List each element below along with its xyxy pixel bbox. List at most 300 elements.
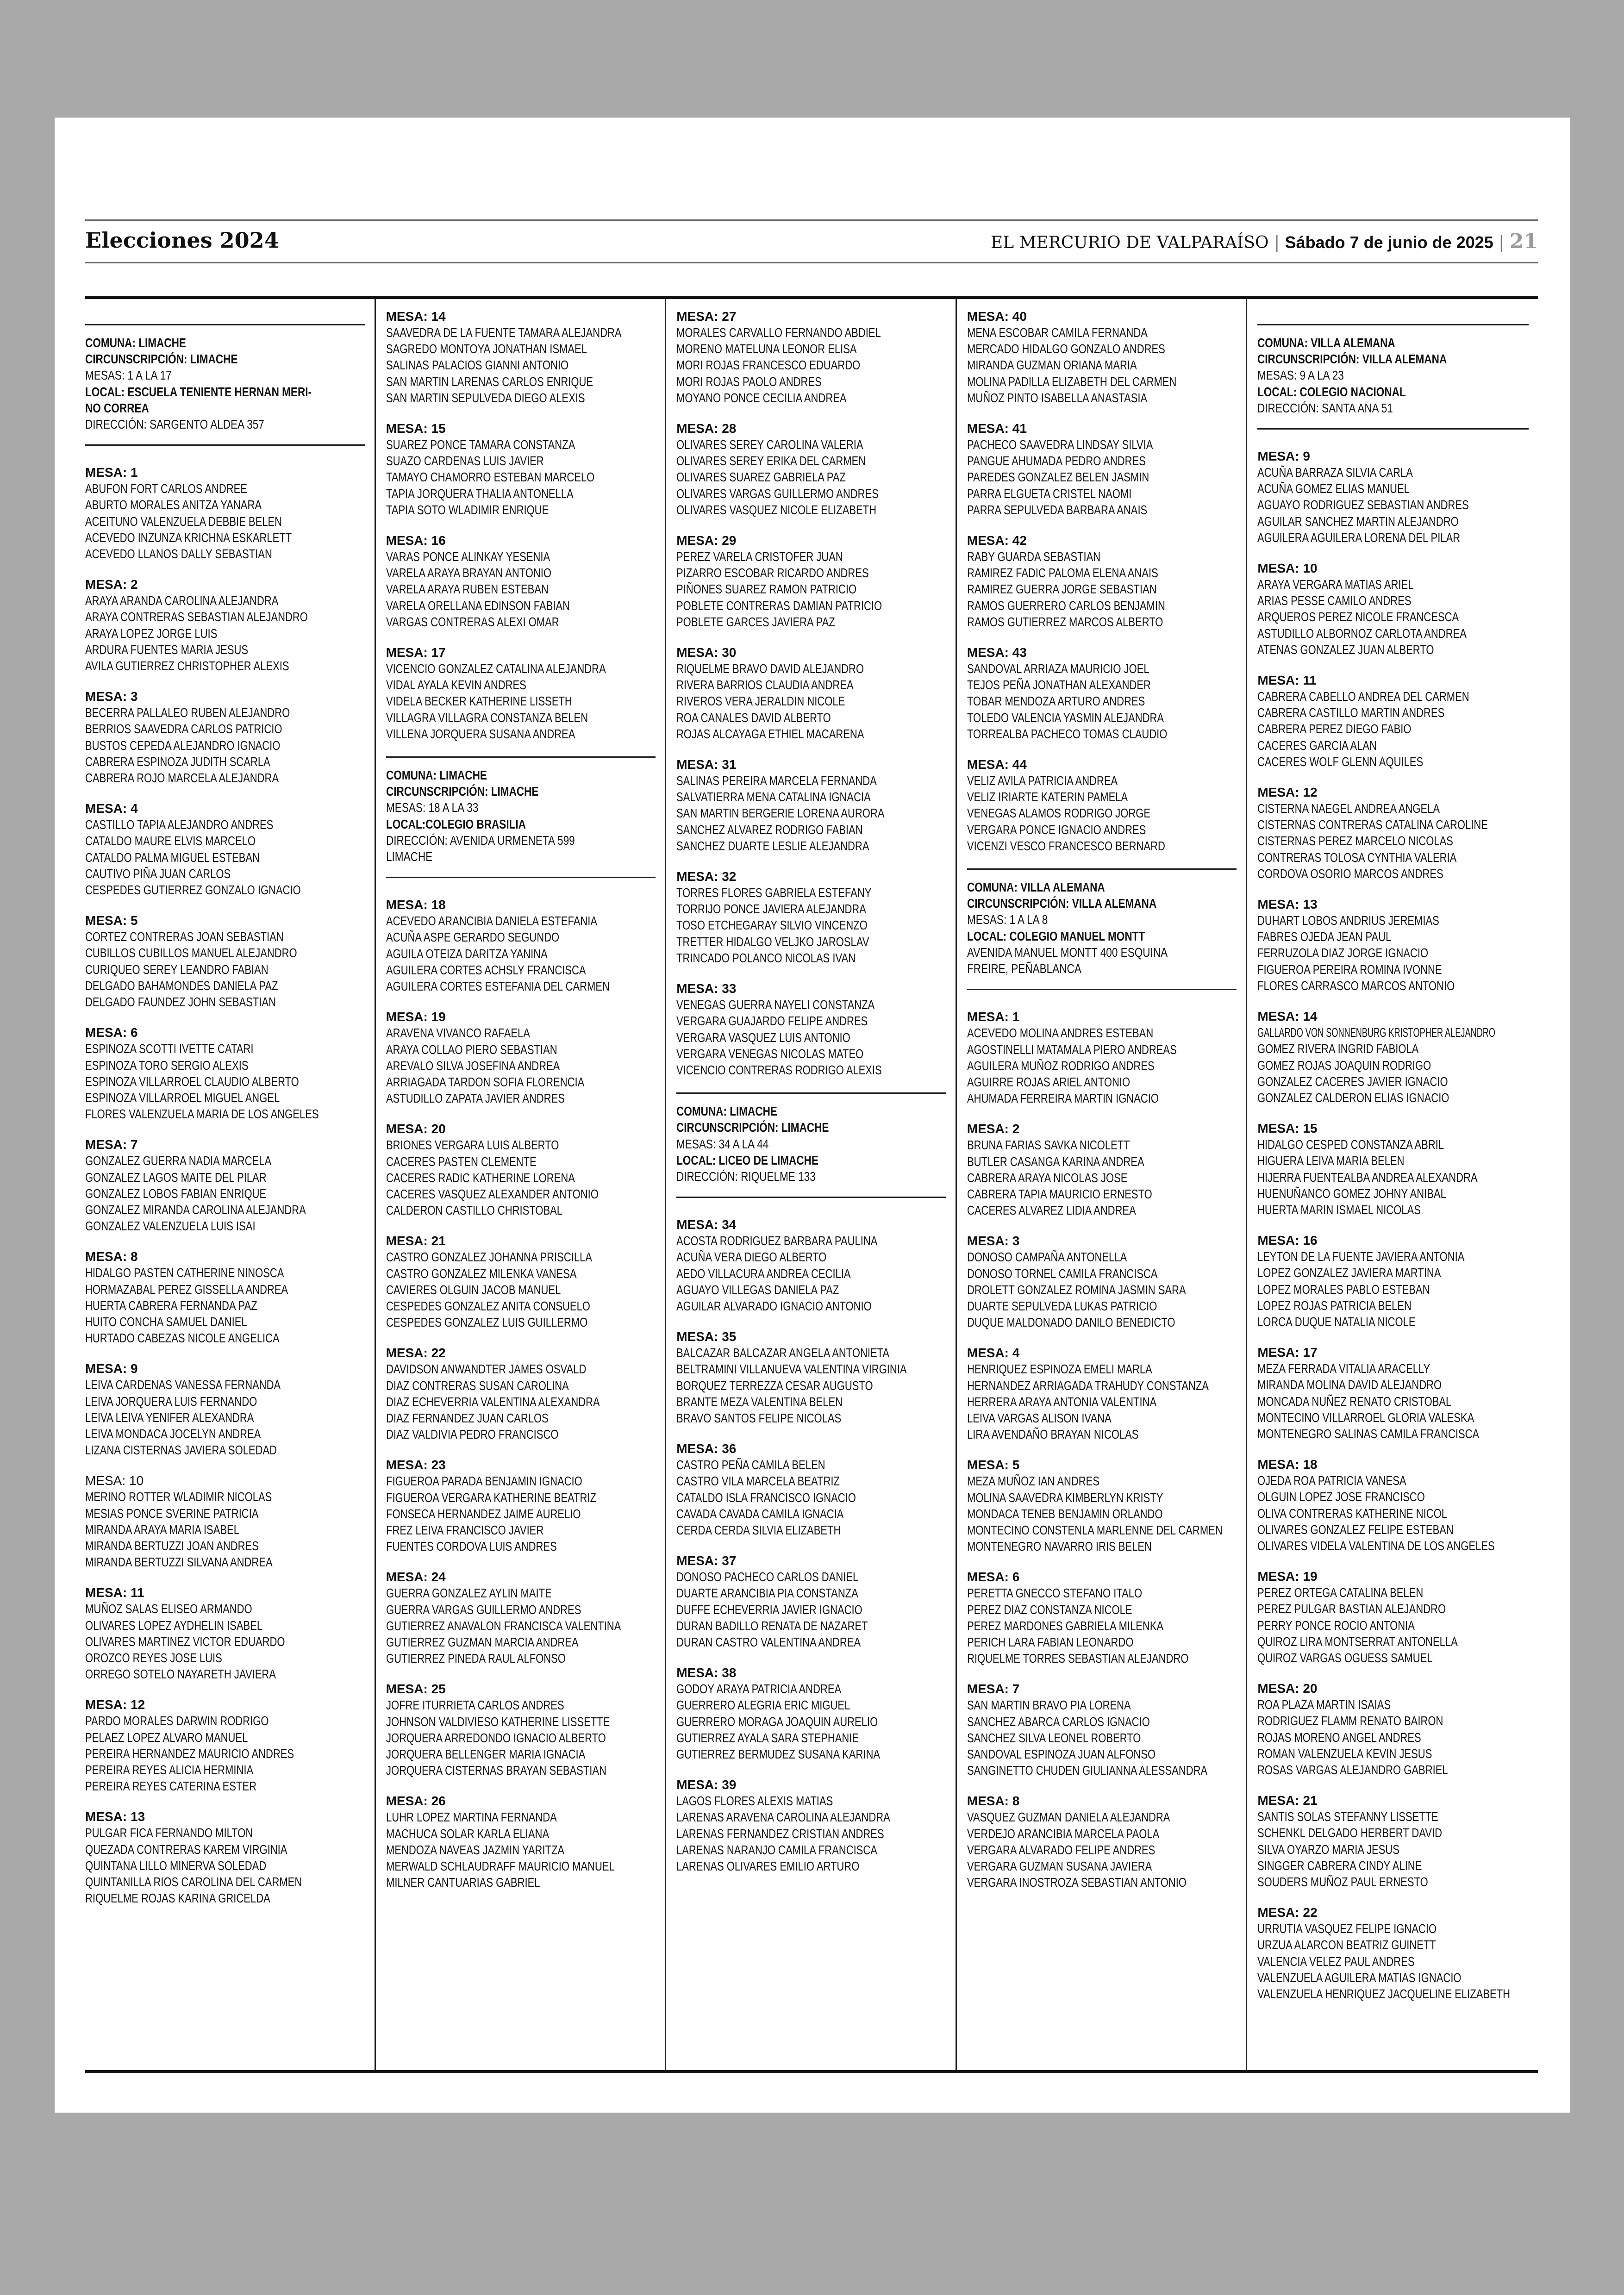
vocal-name: HUERTA MARIN ISMAEL NICOLAS (1257, 1202, 1421, 1217)
vocal-name: ATENAS GONZALEZ JUAN ALBERTO (1257, 642, 1434, 657)
mesa-label: MESA: 30 (676, 645, 737, 660)
mesa-label: MESA: 6 (967, 1570, 1020, 1584)
vocal-name: ARIAS PESSE CAMILO ANDRES (1257, 593, 1412, 608)
vocal-name: POBLETE CONTRERAS DAMIAN PATRICIO (676, 598, 882, 613)
mesa-label: MESA: 20 (1257, 1681, 1318, 1696)
vocal-name: GUERRERO MORAGA JOAQUIN AURELIO (676, 1714, 878, 1729)
vocal-name: CABRERA ARAYA NICOLAS JOSE (967, 1170, 1128, 1185)
vocal-name: VERGARA PONCE IGNACIO ANDRES (967, 822, 1146, 837)
vocal-name: SANCHEZ DUARTE LESLIE ALEJANDRA (676, 838, 869, 853)
vocal-name: URRUTIA VASQUEZ FELIPE IGNACIO (1257, 1921, 1437, 1936)
mesas-range-line: MESAS: 1 A LA 17 (85, 368, 172, 383)
mesa-block (386, 420, 656, 518)
vocal-name: OLIVARES VIDELA VALENTINA DE LOS ANGELES (1257, 1538, 1495, 1553)
vocal-name: PARDO MORALES DARWIN RODRIGO (85, 1714, 269, 1728)
vocal-name: DUARTE ARANCIBIA PIA CONSTANZA (676, 1586, 859, 1601)
vocal-name: CATALDO ISLA FRANCISCO IGNACIO (676, 1490, 856, 1505)
vocal-name: CASTRO GONZALEZ MILENKA VANESA (386, 1266, 577, 1281)
vocal-name: MONTENEGRO NAVARRO IRIS BELEN (967, 1539, 1152, 1554)
vocal-name: DROLETT GONZALEZ ROMINA JASMIN SARA (967, 1282, 1186, 1297)
mesa-label: MESA: 1 (85, 465, 138, 480)
vocal-name: CAUTIVO PIÑA JUAN CARLOS (85, 866, 231, 881)
mesa-block (676, 1777, 946, 1874)
vocal-name: BALCAZAR BALCAZAR ANGELA ANTONIETA (676, 1346, 890, 1360)
mesa-block (967, 1569, 1237, 1666)
vocal-name: GOMEZ ROJAS JOAQUIN RODRIGO (1257, 1058, 1431, 1073)
vocal-name: OLGUIN LOPEZ JOSE FRANCISCO (1257, 1490, 1425, 1504)
vocal-name: FREZ LEIVA FRANCISCO JAVIER (386, 1522, 543, 1537)
vocal-name: VICENCIO CONTRERAS RODRIGO ALEXIS (676, 1062, 882, 1077)
circunscripcion-line: CIRCUNSCRIPCIÓN: LIMACHE (85, 352, 238, 367)
vocal-name: DELGADO BAHAMONDES DANIELA PAZ (85, 978, 278, 993)
mesa-label: MESA: 17 (386, 645, 446, 660)
vocal-name: PARRA SEPULVEDA BARBARA ANAIS (967, 502, 1148, 517)
vocal-name: ARAYA COLLAO PIERO SEBASTIAN (386, 1042, 557, 1057)
vocal-name: PERETTA GNECCO STEFANO ITALO (967, 1586, 1142, 1601)
circunscripcion-line: CIRCUNSCRIPCIÓN: VILLA ALEMANA (1257, 352, 1447, 367)
mesa-block (967, 1793, 1237, 1890)
vocal-name: HIJERRA FUENTEALBA ANDREA ALEXANDRA (1257, 1170, 1478, 1185)
vocal-name: CASTRO VILA MARCELA BEATRIZ (676, 1474, 840, 1489)
vocal-name: CABRERA ROJO MARCELA ALEJANDRA (85, 771, 279, 786)
masthead-info (991, 230, 1538, 253)
columns-bottom-rule (85, 2070, 1538, 2073)
vocal-name: PULGAR FICA FERNANDO MILTON (85, 1826, 253, 1840)
vocal-name: SILVA OYARZO MARIA JESUS (1257, 1842, 1400, 1857)
column-5 (1247, 299, 1538, 2070)
vocal-name: SCHENKL DELGADO HERBERT DAVID (1257, 1826, 1443, 1840)
vocal-name: HIDALGO PASTEN CATHERINE NINOSCA (85, 1266, 284, 1280)
vocal-name: CABRERA ESPINOZA JUDITH SCARLA (85, 754, 270, 769)
vocal-name: PIÑONES SUAREZ RAMON PATRICIO (676, 582, 857, 597)
vocal-name: URZUA ALARCON BEATRIZ GUINETT (1257, 1938, 1437, 1952)
vocal-name: VENEGAS ALAMOS RODRIGO JORGE (967, 806, 1150, 821)
circunscripcion-line: CIRCUNSCRIPCIÓN: VILLA ALEMANA (967, 896, 1157, 911)
vocal-name: CUBILLOS CUBILLOS MANUEL ALEJANDRO (85, 946, 297, 960)
mesa-label: MESA: 18 (1257, 1457, 1318, 1472)
vocal-name: PEREIRA HERNANDEZ MAURICIO ANDRES (85, 1746, 294, 1761)
mesa-label: MESA: 19 (1257, 1569, 1318, 1584)
vocal-name: MILNER CANTUARIAS GABRIEL (386, 1875, 540, 1890)
vocal-name: VICENZI VESCO FRANCESCO BERNARD (967, 838, 1165, 853)
mesa-label: MESA: 12 (1257, 785, 1318, 800)
vocal-name: DELGADO FAUNDEZ JOHN SEBASTIAN (85, 995, 276, 1010)
mesa-block (85, 1696, 365, 1794)
vocal-name: GUTIERREZ AYALA SARA STEPHANIE (676, 1730, 859, 1745)
vocal-name: HORMAZABAL PEREZ GISSELLA ANDREA (85, 1282, 288, 1297)
vocal-name: PEREIRA REYES CATERINA ESTER (85, 1779, 257, 1794)
column-4 (957, 299, 1248, 2070)
vocal-name: CISTERNAS PEREZ MARCELO NICOLAS (1257, 834, 1454, 848)
mesa-block (967, 308, 1237, 406)
mesa-block (386, 1233, 656, 1330)
vocal-name: CACERES WOLF GLENN AQUILES (1257, 754, 1424, 769)
vocal-name: RIQUELME TORRES SEBASTIAN ALEJANDRO (967, 1651, 1189, 1666)
vocal-name: SANCHEZ ABARCA CARLOS IGNACIO (967, 1714, 1150, 1729)
comuna-line: COMUNA: VILLA ALEMANA (967, 880, 1105, 895)
voting-location-block (85, 324, 365, 446)
vocal-name: ROJAS ALCAYAGA ETHIEL MACARENA (676, 726, 864, 741)
vocal-name: MEZA FERRADA VITALIA ARACELLY (1257, 1361, 1430, 1376)
header-top-rule (85, 219, 1538, 221)
vocal-name: CISTERNAS CONTRERAS CATALINA CAROLINE (1257, 817, 1488, 832)
vocal-name: CATALDO MAURE ELVIS MARCELO (85, 834, 256, 848)
mesa-block (386, 1569, 656, 1666)
vocal-name: CACERES GARCIA ALAN (1257, 738, 1377, 753)
mesa-block (676, 756, 946, 854)
mesa-block (85, 1360, 365, 1458)
vocal-name: CABRERA TAPIA MAURICIO ERNESTO (967, 1186, 1152, 1201)
mesa-label: MESA: 36 (676, 1441, 737, 1456)
mesa-label: MESA: 28 (676, 421, 737, 436)
vocal-name: TOSO ETCHEGARAY SILVIO VINCENZO (676, 918, 868, 933)
voting-location-block (967, 868, 1237, 990)
vocal-name: QUIROZ LIRA MONTSERRAT ANTONELLA (1257, 1634, 1458, 1649)
vocal-name: VERGARA VENEGAS NICOLAS MATEO (676, 1046, 864, 1061)
vocal-name: LEIVA JORQUERA LUIS FERNANDO (85, 1394, 257, 1409)
mesa-label: MESA: 26 (386, 1794, 446, 1809)
mesa-label: MESA: 14 (1257, 1009, 1318, 1024)
vocal-name: SAN MARTIN BRAVO PIA LORENA (967, 1698, 1131, 1713)
vocal-name: PIZARRO ESCOBAR RICARDO ANDRES (676, 566, 869, 580)
vocal-name: OLIVARES SUAREZ GABRIELA PAZ (676, 470, 846, 485)
vocal-name: CESPEDES GONZALEZ LUIS GUILLERMO (386, 1315, 587, 1330)
mesa-label: MESA: 22 (386, 1346, 446, 1360)
vocal-name: VARGAS CONTRERAS ALEXI OMAR (386, 614, 559, 629)
mesa-label: MESA: 22 (1257, 1905, 1318, 1920)
mesa-block (1257, 1680, 1529, 1778)
header-bottom-rule (85, 262, 1538, 263)
vocal-name: ACUÑA ASPE GERARDO SEGUNDO (386, 930, 559, 945)
mesa-label: MESA: 11 (85, 1585, 144, 1600)
vocal-name: GONZALEZ LOBOS FABIAN ENRIQUE (85, 1186, 267, 1201)
column-3 (666, 299, 957, 2070)
section-title: Elecciones 2024 (85, 228, 279, 253)
vocal-name: ACEVEDO ARANCIBIA DANIELA ESTEFANIA (386, 914, 597, 929)
vocal-name: OLIVARES MARTINEZ VICTOR EDUARDO (85, 1634, 285, 1649)
vocal-name: VIDAL AYALA KEVIN ANDRES (386, 678, 526, 692)
vocal-name: CASTRO PEÑA CAMILA BELEN (676, 1458, 825, 1472)
vocal-name: HUENUÑANCO GOMEZ JOHNY ANIBAL (1257, 1186, 1447, 1201)
vocal-name: MORALES CARVALLO FERNANDO ABDIEL (676, 325, 881, 340)
vocal-name: HUITO CONCHA SAMUEL DANIEL (85, 1314, 247, 1329)
vocal-name: SINGGER CABRERA CINDY ALINE (1257, 1858, 1422, 1873)
vocal-name: VARELA ARAYA BRAYAN ANTONIO (386, 566, 551, 580)
vocal-name: MUÑOZ SALAS ELISEO ARMANDO (85, 1602, 252, 1616)
vocal-name: GUERRA VARGAS GUILLERMO ANDRES (386, 1602, 581, 1617)
vocal-name: HUERTA CABRERA FERNANDA PAZ (85, 1298, 257, 1313)
vocal-name: ROSAS VARGAS ALEJANDRO GABRIEL (1257, 1763, 1448, 1777)
vocal-name: LORCA DUQUE NATALIA NICOLE (1257, 1314, 1416, 1329)
vocal-name: RAMOS GUERRERO CARLOS BENJAMIN (967, 598, 1165, 613)
mesa-label: MESA: 13 (1257, 897, 1318, 912)
mesa-label: MESA: 5 (85, 913, 138, 928)
vocal-name: GONZALEZ GUERRA NADIA MARCELA (85, 1154, 272, 1168)
mesa-block (676, 532, 946, 630)
vocal-name: VIDELA BECKER KATHERINE LISSETH (386, 694, 572, 709)
vocal-name: HENRIQUEZ ESPINOZA EMELI MARLA (967, 1362, 1152, 1377)
page-header (85, 219, 1538, 275)
vocal-name: PELAEZ LOPEZ ALVARO MANUEL (85, 1730, 248, 1745)
mesa-block (676, 308, 946, 406)
vocal-name: LARENAS OLIVARES EMILIO ARTURO (676, 1859, 860, 1874)
vocal-name: JORQUERA BELLENGER MARIA IGNACIA (386, 1747, 585, 1761)
vocal-name: ACUÑA VERA DIEGO ALBERTO (676, 1250, 827, 1265)
vocal-name: GONZALEZ CALDERON ELIAS IGNACIO (1257, 1090, 1449, 1105)
vocal-name: MONTENEGRO SALINAS CAMILA FRANCISCA (1257, 1426, 1480, 1441)
vocal-name: RAMOS GUTIERREZ MARCOS ALBERTO (967, 614, 1163, 629)
vocal-name: AHUMADA FERREIRA MARTIN IGNACIO (967, 1091, 1159, 1106)
voting-location-block (676, 1092, 946, 1198)
vocal-name: OJEDA ROA PATRICIA VANESA (1257, 1473, 1406, 1488)
column-1 (85, 299, 376, 2070)
vocal-name: VILLENA JORQUERA SUSANA ANDREA (386, 726, 575, 741)
local-line: LOCAL: ESCUELA TENIENTE HERNAN MERI- (85, 384, 312, 399)
vocal-name: PEREZ PULGAR BASTIAN ALEJANDRO (1257, 1602, 1446, 1616)
vocal-name: FIGUEROA PEREIRA ROMINA IVONNE (1257, 962, 1442, 977)
mesa-block (1257, 1232, 1529, 1330)
vocal-name: CONTRERAS TOLOSA CYNTHIA VALERIA (1257, 850, 1457, 865)
vocal-name: DIAZ CONTRERAS SUSAN CAROLINA (386, 1378, 569, 1393)
vocal-name: AGUILAR ALVARADO IGNACIO ANTONIO (676, 1298, 872, 1313)
vocal-name: CATALDO PALMA MIGUEL ESTEBAN (85, 850, 260, 865)
mesa-block (1257, 1904, 1529, 2002)
vocal-name: CACERES RADIC KATHERINE LORENA (386, 1170, 575, 1185)
local-line: LOCAL:COLEGIO BRASILIA (386, 817, 526, 831)
vocal-name: ESPINOZA VILLARROEL CLAUDIO ALBERTO (85, 1074, 299, 1089)
mesa-block (676, 644, 946, 742)
vocal-name: ACEVEDO LLANOS DALLY SEBASTIAN (85, 547, 272, 561)
vocal-name: MOLINA PADILLA ELIZABETH DEL CARMEN (967, 374, 1177, 389)
vocal-name: CALDERON CASTILLO CHRISTOBAL (386, 1203, 562, 1218)
vocal-name: CASTRO GONZALEZ JOHANNA PRISCILLA (386, 1250, 592, 1265)
newspaper-page (55, 118, 1570, 2113)
vocal-name: MOLINA SAAVEDRA KIMBERLYN KRISTY (967, 1490, 1163, 1505)
vocal-name: TRETTER HIDALGO VELJKO JAROSLAV (676, 934, 869, 949)
vocal-name: SALINAS PALACIOS GIANNI ANTONIO (386, 358, 568, 373)
mesa-block (386, 1457, 656, 1554)
vocal-name: PANGUE AHUMADA PEDRO ANDRES (967, 454, 1146, 468)
voting-location-block (1257, 324, 1529, 430)
vocal-name: PACHECO SAAVEDRA LINDSAY SILVIA (967, 437, 1153, 452)
circunscripcion-line: CIRCUNSCRIPCIÓN: LIMACHE (676, 1120, 829, 1135)
vocal-name: MORI ROJAS PAOLO ANDRES (676, 374, 822, 389)
vocal-name: LEIVA MONDACA JOCELYN ANDREA (85, 1426, 261, 1441)
vocal-name: ABURTO MORALES ANITZA YANARA (85, 498, 262, 512)
vocal-name: PEREZ DIAZ CONSTANZA NICOLE (967, 1602, 1132, 1617)
vocal-name: RIVEROS VERA JERALDIN NICOLE (676, 694, 845, 709)
comuna-line: COMUNA: LIMACHE (386, 768, 487, 783)
mesa-label: MESA: 37 (676, 1553, 737, 1568)
vocal-name: MUÑOZ PINTO ISABELLA ANASTASIA (967, 390, 1147, 405)
vocal-name: DURAN CASTRO VALENTINA ANDREA (676, 1634, 861, 1649)
vocal-name: GONZALEZ MIRANDA CAROLINA ALEJANDRA (85, 1202, 306, 1217)
vocal-name: LOPEZ ROJAS PATRICIA BELEN (1257, 1298, 1412, 1313)
mesa-block (85, 688, 365, 786)
vocal-name: LEIVA LEIVA YENIFER ALEXANDRA (85, 1410, 254, 1425)
vocal-name: LEYTON DE LA FUENTE JAVIERA ANTONIA (1257, 1249, 1465, 1264)
vocal-name: BECERRA PALLALEO RUBEN ALEJANDRO (85, 705, 290, 720)
vocal-name: SUAZO CARDENAS LUIS JAVIER (386, 454, 544, 468)
vocal-name: LARENAS NARANJO CAMILA FRANCISCA (676, 1842, 878, 1857)
mesa-label: MESA: 3 (85, 689, 138, 704)
mesa-block (1257, 672, 1529, 770)
comuna-line: COMUNA: LIMACHE (85, 336, 186, 350)
voting-location-block (386, 756, 656, 878)
vocal-name: PERICH LARA FABIAN LEONARDO (967, 1634, 1134, 1649)
mesa-block (386, 897, 656, 994)
vocal-name: LAGOS FLORES ALEXIS MATIAS (676, 1794, 833, 1809)
vocal-name: VALENZUELA HENRIQUEZ JACQUELINE ELIZABETH (1257, 1987, 1511, 2002)
vocal-name: TAPIA SOTO WLADIMIR ENRIQUE (386, 502, 549, 517)
mesa-block (85, 1248, 365, 1346)
vocal-name: OLIVARES VASQUEZ NICOLE ELIZABETH (676, 502, 877, 517)
vocal-name: SANCHEZ ALVAREZ RODRIGO FABIAN (676, 822, 863, 837)
mesa-block (386, 1121, 656, 1218)
vocal-name: ARAVENA VIVANCO RAFAELA (386, 1026, 530, 1041)
vocal-name: VARELA ORELLANA EDINSON FABIAN (386, 598, 570, 613)
vocal-name: TOLEDO VALENCIA YASMIN ALEJANDRA (967, 710, 1164, 725)
vocal-name: FERRUZOLA DIAZ JORGE IGNACIO (1257, 946, 1429, 960)
mesa-block (1257, 1568, 1529, 1666)
vocal-name: MERINO ROTTER WLADIMIR NICOLAS (85, 1490, 272, 1504)
vocal-name: CAVADA CAVADA CAMILA IGNACIA (676, 1506, 844, 1521)
mesa-label: MESA: 10 (1257, 561, 1318, 576)
vocal-name: TRINCADO POLANCO NICOLAS IVAN (676, 950, 856, 965)
address-line: LIMACHE (386, 849, 432, 864)
vocal-name: AGOSTINELLI MATAMALA PIERO ANDREAS (967, 1042, 1177, 1057)
mesa-block (967, 756, 1237, 854)
vocal-name: GODOY ARAYA PATRICIA ANDREA (676, 1682, 842, 1696)
vocal-name: MOYANO PONCE CECILIA ANDREA (676, 390, 847, 405)
vocal-name: BRANTE MEZA VALENTINA BELEN (676, 1394, 843, 1409)
mesas-range-line: MESAS: 18 A LA 33 (386, 800, 478, 815)
address-line: AVENIDA MANUEL MONTT 400 ESQUINA (967, 945, 1168, 960)
vocal-name: BRUNA FARIAS SAVKA NICOLETT (967, 1138, 1130, 1153)
mesa-label: MESA: 1 (967, 1010, 1020, 1024)
mesa-label: MESA: 4 (85, 801, 138, 816)
mesas-range-line: MESAS: 34 A LA 44 (676, 1136, 769, 1151)
polling-columns (85, 299, 1538, 2070)
vocal-name: GALLARDO VON SONNENBURG KRISTOPHER ALEJANDRO (1257, 1025, 1496, 1040)
column-2 (376, 299, 667, 2070)
mesa-label: MESA: 32 (676, 869, 737, 884)
vocal-name: VALENCIA VELEZ PAUL ANDRES (1257, 1954, 1415, 1969)
mesa-block (1257, 896, 1529, 994)
vocal-name: BORQUEZ TERREZZA CESAR AUGUSTO (676, 1378, 873, 1393)
mesa-block (85, 912, 365, 1010)
mesa-label: MESA: 13 (85, 1809, 145, 1824)
vocal-name: AGUILERA MUÑOZ RODRIGO ANDRES (967, 1058, 1155, 1073)
vocal-name: ESPINOZA SCOTTI IVETTE CATARI (85, 1041, 254, 1056)
vocal-name: OROZCO REYES JOSE LUIS (85, 1650, 222, 1665)
vocal-name: PEREZ ORTEGA CATALINA BELEN (1257, 1585, 1424, 1600)
vocal-name: HERNANDEZ ARRIAGADA TRAHUDY CONSTANZA (967, 1378, 1209, 1393)
vocal-name: VARAS PONCE ALINKAY YESENIA (386, 549, 550, 564)
mesa-label: MESA: 24 (386, 1570, 446, 1584)
address-line: DIRECCIÓN: AVENIDA URMENETA 599 (386, 833, 575, 848)
vocal-name: GUTIERREZ GUZMAN MARCIA ANDREA (386, 1634, 579, 1649)
vocal-name: ACEVEDO MOLINA ANDRES ESTEBAN (967, 1026, 1154, 1041)
vocal-name: MONTECINO CONSTENLA MARLENNE DEL CARMEN (967, 1522, 1223, 1537)
vocal-name: VELIZ IRIARTE KATERIN PAMELA (967, 790, 1128, 804)
vocal-name: BUTLER CASANGA KARINA ANDREA (967, 1154, 1144, 1169)
mesa-label: MESA: 18 (386, 898, 446, 912)
vocal-name: DIAZ FERNANDEZ JUAN CARLOS (386, 1410, 549, 1425)
local-line: LOCAL: COLEGIO MANUEL MONTT (967, 929, 1145, 943)
vocal-name: HIGUERA LEIVA MARIA BELEN (1257, 1154, 1405, 1168)
vocal-name: TEJOS PEÑA JONATHAN ALEXANDER (967, 678, 1151, 692)
comuna-line: COMUNA: LIMACHE (676, 1104, 778, 1119)
vocal-name: ASTUDILLO ALBORNOZ CARLOTA ANDREA (1257, 626, 1467, 641)
vocal-name: ARAYA ARANDA CAROLINA ALEJANDRA (85, 593, 279, 608)
mesa-block (967, 1457, 1237, 1554)
mesa-label: MESA: 2 (85, 577, 138, 592)
vocal-name: DONOSO CAMPAÑA ANTONELLA (967, 1250, 1127, 1265)
vocal-name: SAGREDO MONTOYA JONATHAN ISMAEL (386, 342, 587, 356)
vocal-name: CURIQUEO SEREY LEANDRO FABIAN (85, 962, 269, 977)
vocal-name: CABRERA CASTILLO MARTIN ANDRES (1257, 705, 1445, 720)
vocal-name: FIGUEROA PARADA BENJAMIN IGNACIO (386, 1474, 582, 1489)
vocal-name: SOUDERS MUÑOZ PAUL ERNESTO (1257, 1875, 1429, 1890)
vocal-name: HERRERA ARAYA ANTONIA VALENTINA (967, 1394, 1156, 1409)
vocal-name: TORREALBA PACHECO TOMAS CLAUDIO (967, 726, 1168, 741)
mesa-label: MESA: 20 (386, 1122, 446, 1136)
vocal-name: VERGARA GUAJARDO FELIPE ANDRES (676, 1014, 868, 1029)
vocal-name: TORRES FLORES GABRIELA ESTEFANY (676, 886, 872, 900)
local-line: LOCAL: LICEO DE LIMACHE (676, 1153, 819, 1167)
mesa-label: MESA: 34 (676, 1217, 737, 1232)
vocal-name: GUERRA GONZALEZ AYLIN MAITE (386, 1586, 552, 1601)
mesa-block (85, 464, 365, 562)
vocal-name: SALVATIERRA MENA CATALINA IGNACIA (676, 790, 871, 804)
mesa-label: MESA: 23 (386, 1458, 446, 1472)
mesa-label: MESA: 5 (967, 1458, 1020, 1472)
mesa-label: MESA: 4 (967, 1346, 1020, 1360)
mesa-block (85, 576, 365, 674)
vocal-name: VERGARA ALVARADO FELIPE ANDRES (967, 1842, 1156, 1857)
mesa-label: MESA: 3 (967, 1234, 1020, 1248)
vocal-name: AGUILA OTEIZA DARITZA YANINA (386, 946, 548, 961)
vocal-name: ABUFON FORT CARLOS ANDREE (85, 481, 248, 496)
mesa-block (967, 1681, 1237, 1778)
mesa-block (386, 1793, 656, 1890)
mesa-label: MESA: 27 (676, 309, 737, 324)
vocal-name: RIQUELME BRAVO DAVID ALEJANDRO (676, 661, 864, 676)
vocal-name: PEREZ MARDONES GABRIELA MILENKA (967, 1618, 1164, 1633)
vocal-name: QUINTANA LILLO MINERVA SOLEDAD (85, 1858, 267, 1873)
vocal-name: LUHR LOPEZ MARTINA FERNANDA (386, 1810, 557, 1825)
vocal-name: JOFRE ITURRIETA CARLOS ANDRES (386, 1698, 564, 1713)
vocal-name: VASQUEZ GUZMAN DANIELA ALEJANDRA (967, 1810, 1170, 1825)
separator: | (1274, 233, 1280, 252)
vocal-name: OLIVARES LOPEZ AYDHELIN ISABEL (85, 1618, 263, 1633)
vocal-name: ACUÑA BARRAZA SILVIA CARLA (1257, 465, 1413, 480)
vocal-name: SAN MARTIN LARENAS CARLOS ENRIQUE (386, 374, 593, 389)
mesa-block (967, 532, 1237, 630)
mesa-block (386, 1009, 656, 1106)
address-line: DIRECCIÓN: SARGENTO ALDEA 357 (85, 417, 264, 432)
vocal-name: CISTERNA NAEGEL ANDREA ANGELA (1257, 801, 1440, 816)
vocal-name: ARQUEROS PEREZ NICOLE FRANCESCA (1257, 610, 1459, 624)
vocal-name: ACEVEDO INZUNZA KRICHNA ESKARLETT (85, 530, 292, 545)
vocal-name: JORQUERA ARREDONDO IGNACIO ALBERTO (386, 1730, 606, 1745)
vocal-name: RAMIREZ GUERRA JORGE SEBASTIAN (967, 582, 1157, 597)
vocal-name: DUARTE SEPULVEDA LUKAS PATRICIO (967, 1298, 1157, 1313)
vocal-name: VERDEJO ARANCIBIA MARCELA PAOLA (967, 1826, 1160, 1841)
vocal-name: PEREZ VARELA CRISTOFER JUAN (676, 549, 843, 564)
page-number: 21 (1509, 230, 1538, 253)
